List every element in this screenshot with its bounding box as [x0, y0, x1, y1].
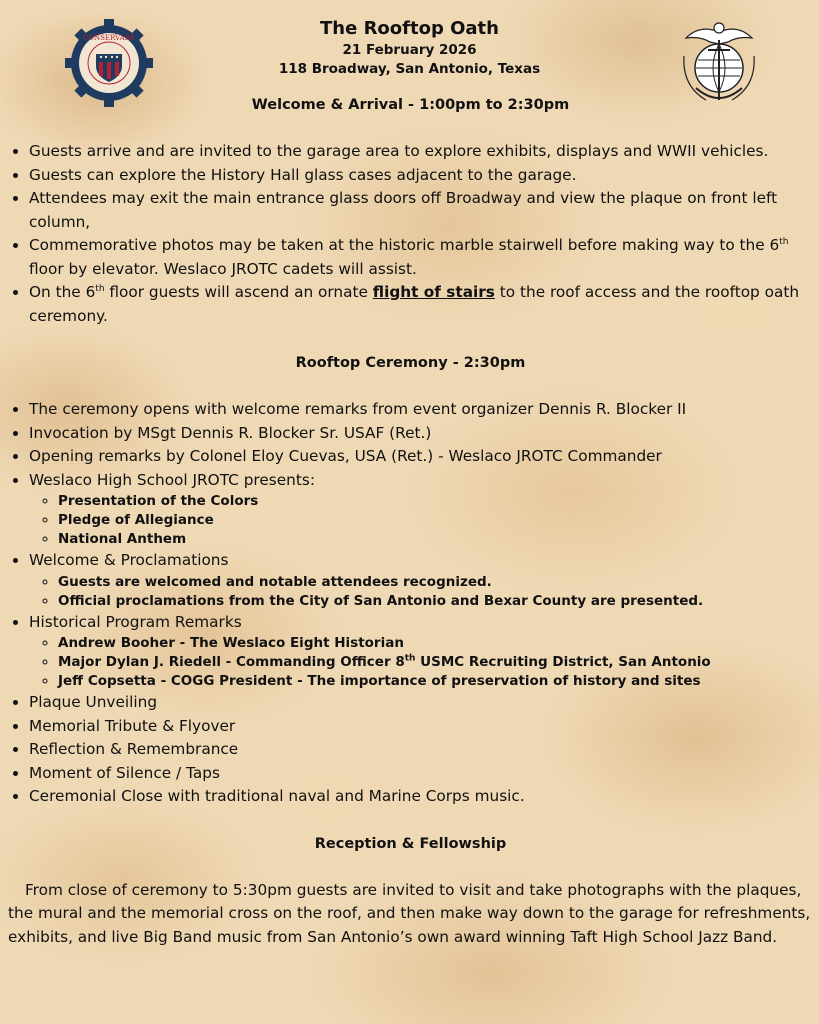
header — [0, 14, 819, 79]
reception-paragraph: From close of ceremony to 5:30pm guests are invited to visit and take photographs with the plaques, the mural and the memorial cross on the roof, and then make way down to the garage for refreshments, exhibits, and live Big Band music from San Antonio’s own award winning Taft High School Jazz Band. — [8, 880, 811, 946]
list-item-text: Weslaco High School JROTC presents: — [29, 470, 315, 489]
list-item: • Memorial Tribute & Flyover — [29, 715, 813, 739]
welcome-list — [8, 140, 813, 328]
list-item-text: On the 6 — [29, 283, 96, 301]
list-item: • The ceremony opens with welcome remarks from event organizer Dennis R. Blocker II — [29, 398, 813, 422]
list-item-text: USMC Recruiting District, San Antonio — [415, 654, 711, 670]
sub-list — [29, 634, 813, 691]
list-item: • Plaque Unveiling — [29, 691, 813, 715]
list-item — [29, 469, 813, 550]
list-item-text: floor guests will ascend an ornate — [104, 283, 373, 301]
sub-list-item — [58, 653, 813, 672]
sub-list — [29, 573, 813, 611]
sub-list-item: ◦ Andrew Booher - The Weslaco Eight Historian — [58, 634, 813, 653]
event-title: The Rooftop Oath — [320, 18, 499, 39]
list-item: • Ceremonial Close with traditional naval and Marine Corps music. — [29, 785, 813, 809]
ceremony-heading: Rooftop Ceremony - 2:30pm — [295, 355, 526, 371]
conservare-logo-text: CONSERVARE — [82, 34, 136, 42]
ceremony-list — [8, 398, 813, 809]
list-item-text: to the roof access and the rooftop oath ceremony. — [29, 283, 800, 325]
list-item: • Invocation by MSgt Dennis R. Blocker Sr. USAF (Ret.) — [29, 422, 813, 446]
reception-heading: Reception & Fellowship — [314, 835, 507, 852]
list-item: • Reflection & Remembrance — [29, 738, 813, 762]
sub-list-item: ◦ Jeff Copsetta - COGG President - The importance of preservation of history and sites — [58, 672, 813, 691]
superscript: th — [404, 653, 416, 664]
list-item: • Moment of Silence / Taps — [29, 762, 813, 786]
list-item-text: Welcome & Proclamations — [29, 551, 229, 569]
sub-list-item: ◦ Official proclamations from the City of San Antonio and Bexar County are presented. — [58, 592, 813, 611]
list-item — [29, 281, 813, 328]
list-item: • Opening remarks by Colonel Eloy Cuevas, USA (Ret.) - Weslaco JROTC Commander — [29, 445, 813, 469]
list-item-text: Major Dylan J. Riedell - Commanding Officer 8 — [58, 654, 405, 670]
list-item-text: Historical Program Remarks — [29, 612, 242, 631]
event-date: 21 February 2026 — [342, 42, 477, 58]
superscript: th — [779, 236, 789, 247]
flight-of-stairs-link[interactable]: flight of stairs — [372, 283, 495, 301]
list-item — [29, 234, 813, 281]
sub-list-item: ◦ National Anthem — [58, 530, 813, 549]
list-item: • Attendees may exit the main entrance glass doors off Broadway and view the plaque on front left column, — [29, 187, 813, 234]
superscript: th — [95, 283, 105, 294]
list-item: • Guests arrive and are invited to the garage area to explore exhibits, displays and WWII vehicles. — [29, 140, 813, 164]
list-item-text: floor by elevator. Weslaco JROTC cadets will assist. — [29, 259, 417, 278]
list-item — [29, 611, 813, 692]
list-item: • Guests can explore the History Hall glass cases adjacent to the garage. — [29, 164, 813, 188]
sub-list — [29, 492, 813, 549]
welcome-heading: Welcome & Arrival - 1:00pm to 2:30pm — [251, 97, 570, 113]
program-content — [8, 93, 813, 949]
list-item — [29, 549, 813, 611]
sub-list-item: ◦ Presentation of the Colors — [58, 492, 813, 511]
event-address: 118 Broadway, San Antonio, Texas — [278, 61, 541, 77]
sub-list-item: ◦ Guests are welcomed and notable attendees recognized. — [58, 573, 813, 592]
list-item-text: Commemorative photos may be taken at the historic marble stairwell before making way to the 6 — [29, 236, 780, 254]
sub-list-item: ◦ Pledge of Allegiance — [58, 511, 813, 530]
